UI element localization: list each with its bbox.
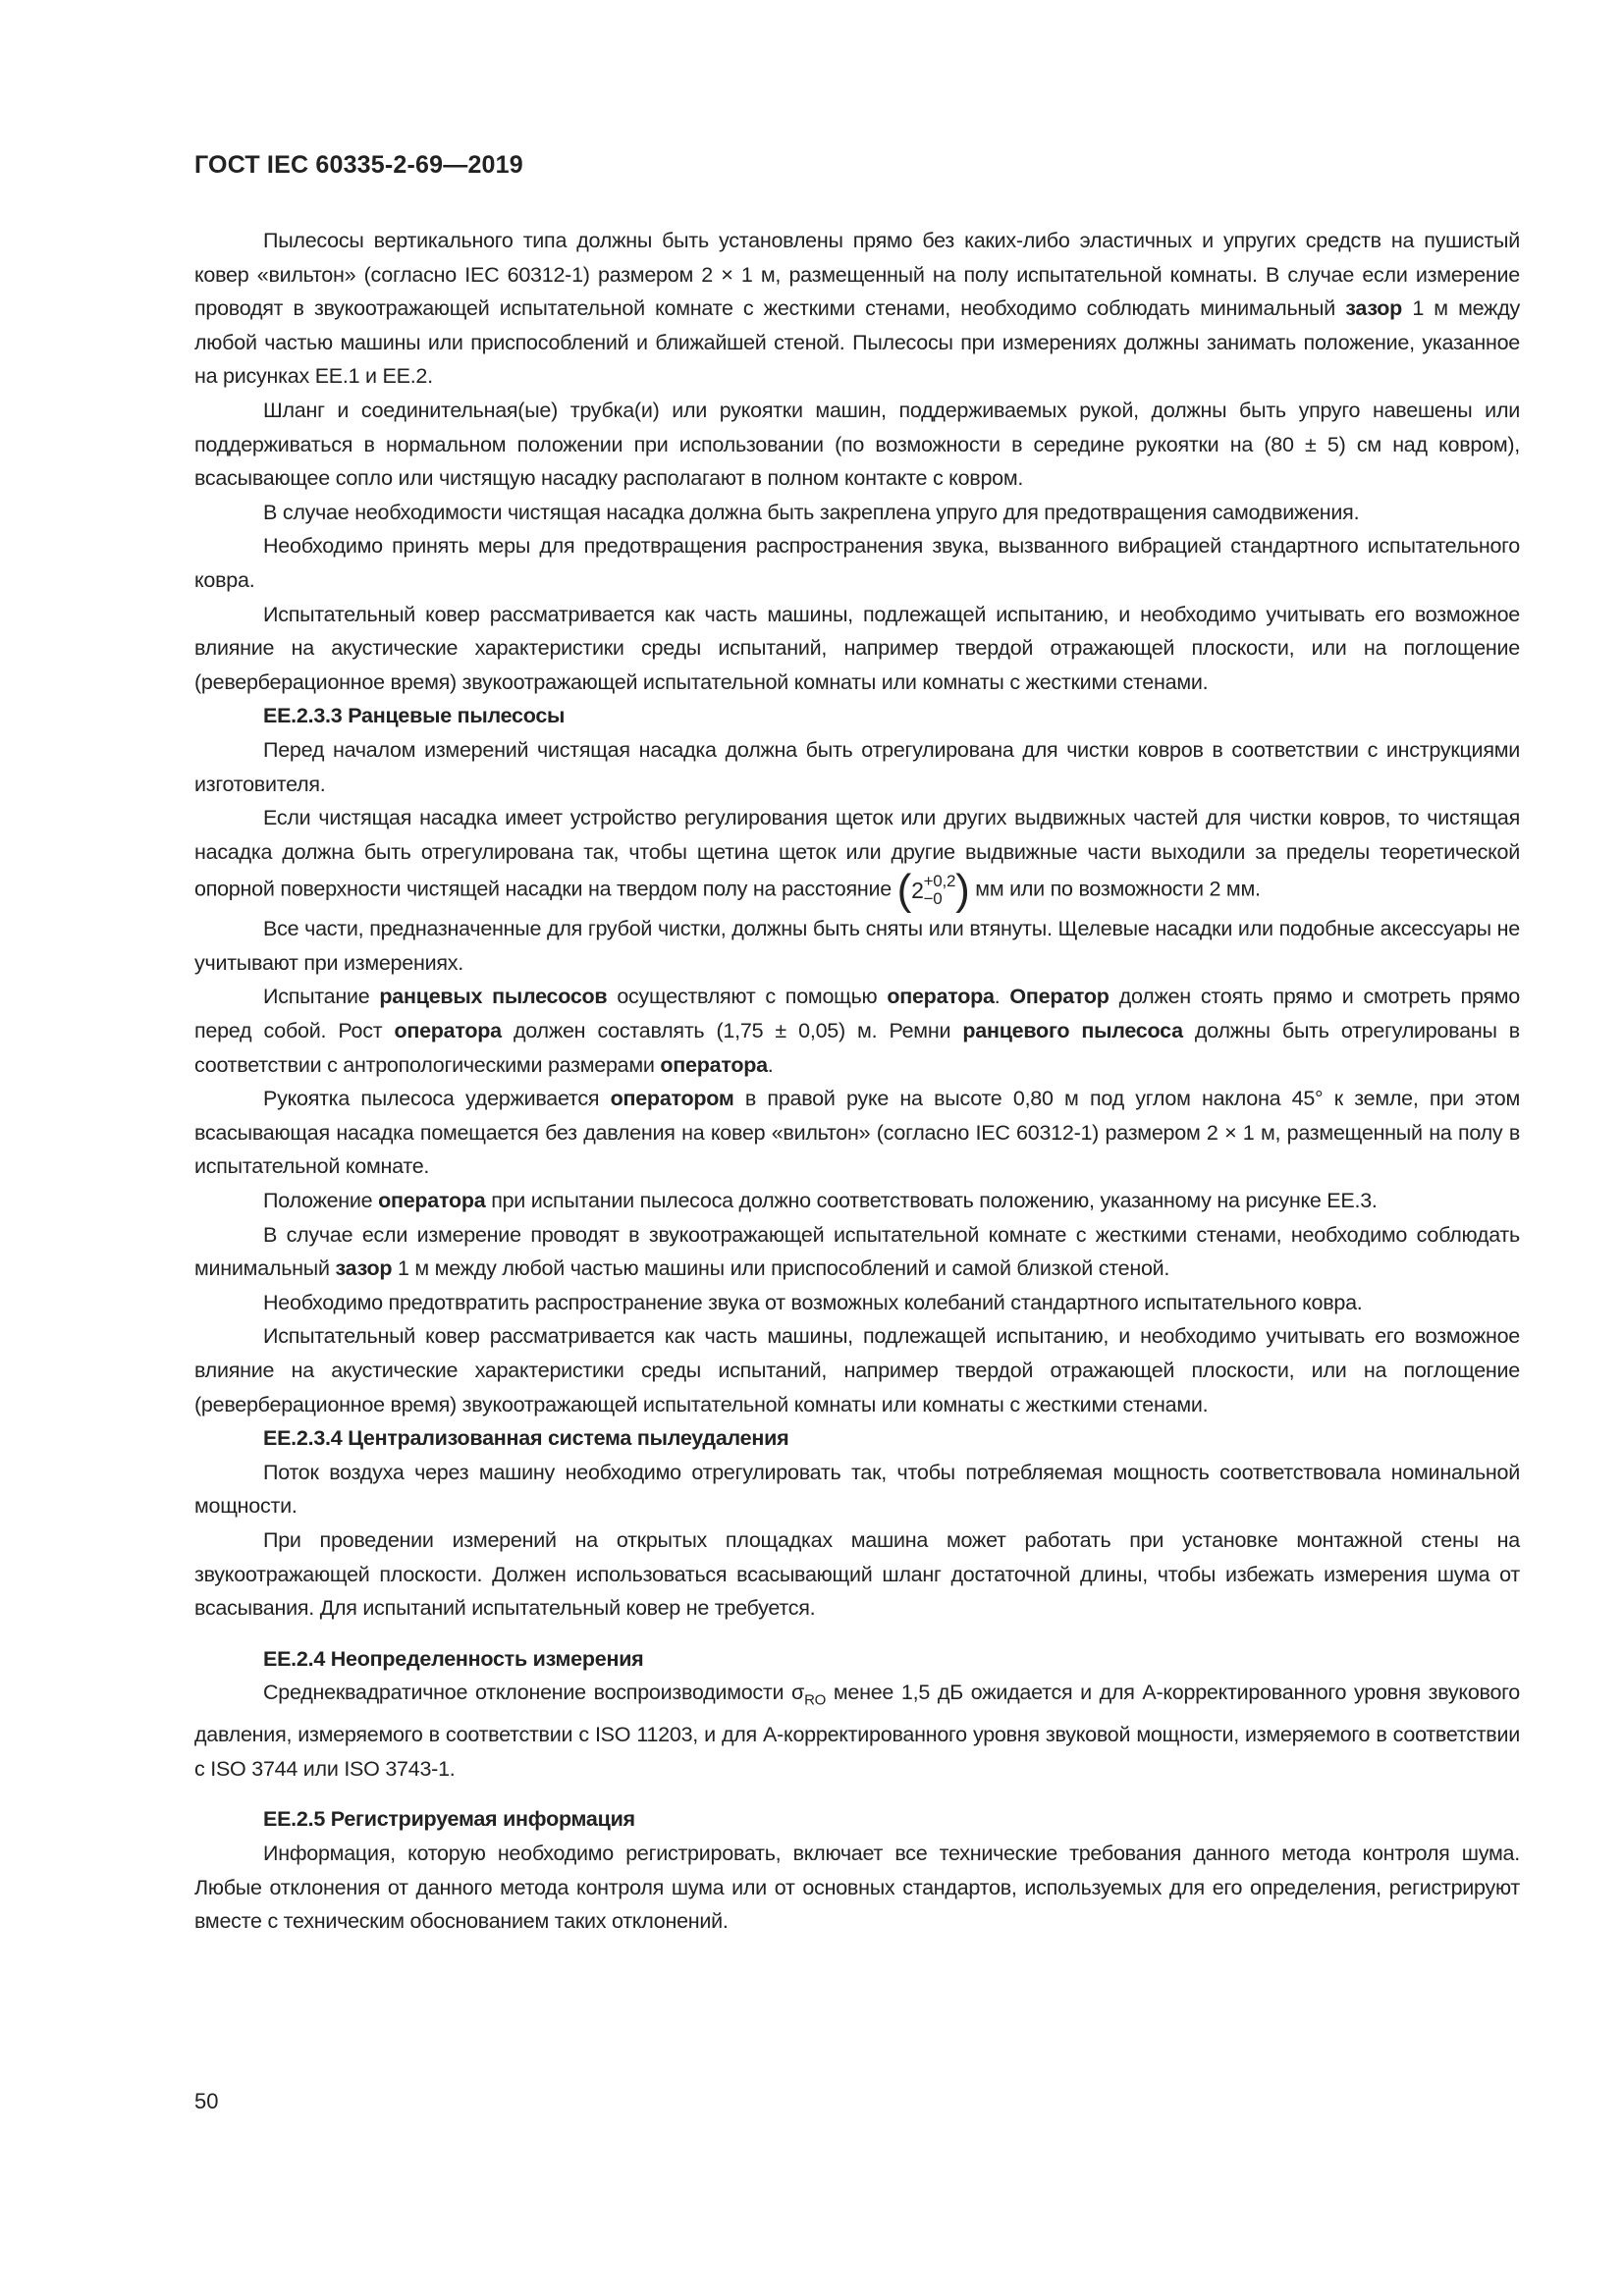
tolerance-base: 2 bbox=[911, 878, 924, 904]
text-run: Среднеквадратичное отклонение воспроизводимости σ bbox=[263, 1681, 805, 1705]
text-run: должен составлять (1,75 ± 0,05) м. Ремни bbox=[501, 1019, 963, 1043]
text-run: должен стоять прямо и смотреть прямо перед собой. Рост bbox=[194, 985, 1520, 1043]
text-run: ЕЕ.2.3.3 Ранцевые пылесосы bbox=[263, 704, 566, 728]
bold-term: зазор bbox=[1345, 296, 1403, 321]
text-run: Все части, предназначенные для грубой чистки, должны быть сняты или втянуты. Щелевые насадки или подобные аксессуары не учитывают при измерениях. bbox=[194, 917, 1520, 975]
paragraph bbox=[194, 1082, 1520, 1184]
text-run: ЕЕ.2.4 Неопределенность измерения bbox=[263, 1646, 644, 1671]
text-run: Необходимо принять меры для предотвращения распространения звука, вызванного вибрацией стандартного испытательного ковра. bbox=[194, 534, 1520, 592]
bold-term: оператора bbox=[887, 985, 995, 1009]
paragraph bbox=[194, 598, 1520, 700]
tolerance-expression bbox=[896, 866, 970, 915]
text-run: В случае необходимости чистящая насадка должна быть закреплена упруго для предотвращения самодвижения. bbox=[263, 500, 1360, 524]
bold-term: Оператор bbox=[1009, 985, 1110, 1009]
text-run: мм или по возможности 2 мм. bbox=[969, 877, 1261, 901]
tolerance-limits bbox=[924, 873, 956, 908]
text-run: В случае если измерение проводят в звукоотражающей испытательной комнате с жесткими стенами, необходимо соблюдать минимальный bbox=[194, 1222, 1520, 1281]
text-run: Шланг и соединительная(ые) трубка(и) или рукоятки машин, поддерживаемых рукой, должны быть упруго навешены или поддерживаться в нормальном положении при использовании (по возможности в середине рукоятки на (80 ± 5) см над ковром), всасывающее сопло или чистящую насадку располагают в полном контакте с ковром. bbox=[194, 398, 1520, 491]
section-heading bbox=[194, 1421, 1520, 1456]
text-run: ЕЕ.2.5 Регистрируемая информация bbox=[263, 1807, 635, 1832]
subscript: RO bbox=[804, 1691, 827, 1709]
paragraph bbox=[194, 980, 1520, 1082]
text-run: 1 м между любой частью машины или приспособлений и ближайшей стеной. Пылесосы при измерениях должны занимать положение, указанное на рисунках ЕЕ.1 и ЕЕ.2. bbox=[194, 296, 1520, 389]
paragraph bbox=[194, 1837, 1520, 1939]
paragraph bbox=[194, 1184, 1520, 1218]
section-heading bbox=[194, 1802, 1520, 1837]
paragraph bbox=[194, 1286, 1520, 1320]
paragraph bbox=[194, 496, 1520, 530]
paragraph bbox=[194, 801, 1520, 915]
text-run: . bbox=[994, 985, 1010, 1009]
section-heading bbox=[194, 699, 1520, 733]
bold-term: оператора bbox=[394, 1019, 502, 1043]
bold-term: зазор bbox=[335, 1256, 393, 1281]
text-run: в правой руке на высоте 0,80 м под углом наклона 45° к земле, при этом всасывающая насадка помещается без давления на ковер «вильтон» (согласно IEC 60312-1) размером 2 × 1 м, размещенный на полу в испытательной комнате. bbox=[194, 1087, 1520, 1179]
bold-term: оператора bbox=[660, 1052, 768, 1077]
paragraph bbox=[194, 394, 1520, 496]
text-run: . bbox=[767, 1052, 774, 1077]
text-run: Испытательный ковер рассматривается как часть машины, подлежащей испытанию, и необходимо учитывать его возможное влияние на акустические характеристики среды испытаний, например твердой отражающей плоскости, или на поглощение (реверберационное время) звукоотражающей испытательной комнаты или комнаты с жесткими стенами. bbox=[194, 1324, 1520, 1416]
text-run: При проведении измерений на открытых площадках машина может работать при установке монтажной стены на звукоотражающей плоскости. Должен использоваться всасывающий шланг достаточной длины, чтобы избежать измерения шума от всасывания. Для испытаний испытательный ковер не требуется. bbox=[194, 1527, 1520, 1621]
text-run: Испытательный ковер рассматривается как часть машины, подлежащей испытанию, и необходимо учитывать его возможное влияние на акустические характеристики среды испытаний, например твердой отражающей плоскости, или на поглощение (реверберационное время) звукоотражающей испытательной комнаты или комнаты с жесткими стенами. bbox=[194, 602, 1520, 694]
text-run: Пылесосы вертикального типа должны быть установлены прямо без каких-либо эластичных и упругих средств на пушистый ковер «вильтон» (согласно IEC 60312-1) размером 2 × 1 м, размещенный на полу испытательной комнаты. В случае если измерение проводят в звукоотражающей испытательной комнате с жесткими стенами, необходимо соблюдать минимальный bbox=[194, 229, 1520, 321]
text-run: Необходимо предотвратить распространение звука от возможных колебаний стандартного испытательного ковра. bbox=[263, 1290, 1363, 1314]
text-run: Информация, которую необходимо регистрировать, включает все технические требования данного метода контроля шума. Любые отклонения от данного метода контроля шума или от основных стандартов, используемых для его определения, регистрируют вместе с техническим обоснованием таких отклонений. bbox=[194, 1842, 1520, 1934]
text-run: менее 1,5 дБ ожидается и для А-корректированного уровня звукового давления, измеряемого в соответствии с ISO 11203, и для А-корректированного уровня звуковой мощности, измеряемого в соответствии с ISO 3744 или ISO 3743-1. bbox=[194, 1681, 1521, 1781]
bold-term: ранцевого пылесоса bbox=[962, 1019, 1183, 1043]
text-run: осуществляют с помощью bbox=[607, 985, 888, 1009]
text-run: Если чистящая насадка имеет устройство регулирования щеток или других выдвижных частей для чистки ковров, то чистящая насадка должна быть отрегулирована так, чтобы щетина щеток или другие выдвижные части выходили за пределы теоретической опорной поверхности чистящей насадки на твердом полу на расстояние bbox=[194, 806, 1520, 901]
tolerance-lp: ( bbox=[896, 866, 912, 915]
text-run: Положение bbox=[263, 1189, 379, 1213]
paragraph bbox=[194, 912, 1520, 980]
bold-term: ранцевых пылесосов bbox=[379, 985, 608, 1009]
paragraph bbox=[194, 1456, 1520, 1523]
page-number: 50 bbox=[194, 2089, 219, 2113]
bold-term: оператором bbox=[610, 1087, 734, 1111]
paragraph bbox=[194, 1676, 1520, 1786]
paragraph bbox=[194, 224, 1520, 394]
text-run: при испытании пылесоса должно соответствовать положению, указанному на рисунке ЕЕ.3. bbox=[485, 1189, 1378, 1213]
text-run: Перед началом измерений чистящая насадка должна быть отрегулирована для чистки ковров в соответствии с инструкциями изготовителя. bbox=[194, 737, 1520, 796]
paragraph bbox=[194, 529, 1520, 597]
paragraph bbox=[194, 1218, 1520, 1286]
text-run: должны быть отрегулированы в соответствии с антропологическими размерами bbox=[194, 1019, 1520, 1077]
document-header: ГОСТ IEC 60335-2-69—2019 bbox=[194, 151, 523, 179]
text-run: ЕЕ.2.3.4 Централизованная система пылеудаления bbox=[263, 1426, 789, 1451]
tolerance-rp: ) bbox=[955, 866, 970, 915]
text-run: 1 м между любой частью машины или приспособлений и самой близкой стеной. bbox=[392, 1256, 1170, 1281]
tolerance-sup: +0,2 bbox=[923, 872, 956, 891]
paragraph bbox=[194, 1319, 1520, 1421]
tolerance-sub: −0 bbox=[923, 889, 943, 909]
text-run: Рукоятка пылесоса удерживается bbox=[263, 1087, 611, 1111]
paragraph bbox=[194, 1523, 1520, 1626]
text-run: Поток воздуха через машину необходимо отрегулировать так, чтобы потребляемая мощность соответствовала номинальной мощности. bbox=[194, 1460, 1520, 1519]
bold-term: оператора bbox=[378, 1189, 486, 1213]
document-body bbox=[194, 224, 1520, 1939]
paragraph bbox=[194, 733, 1520, 801]
text-run: Испытание bbox=[263, 985, 380, 1009]
section-heading bbox=[194, 1642, 1520, 1677]
